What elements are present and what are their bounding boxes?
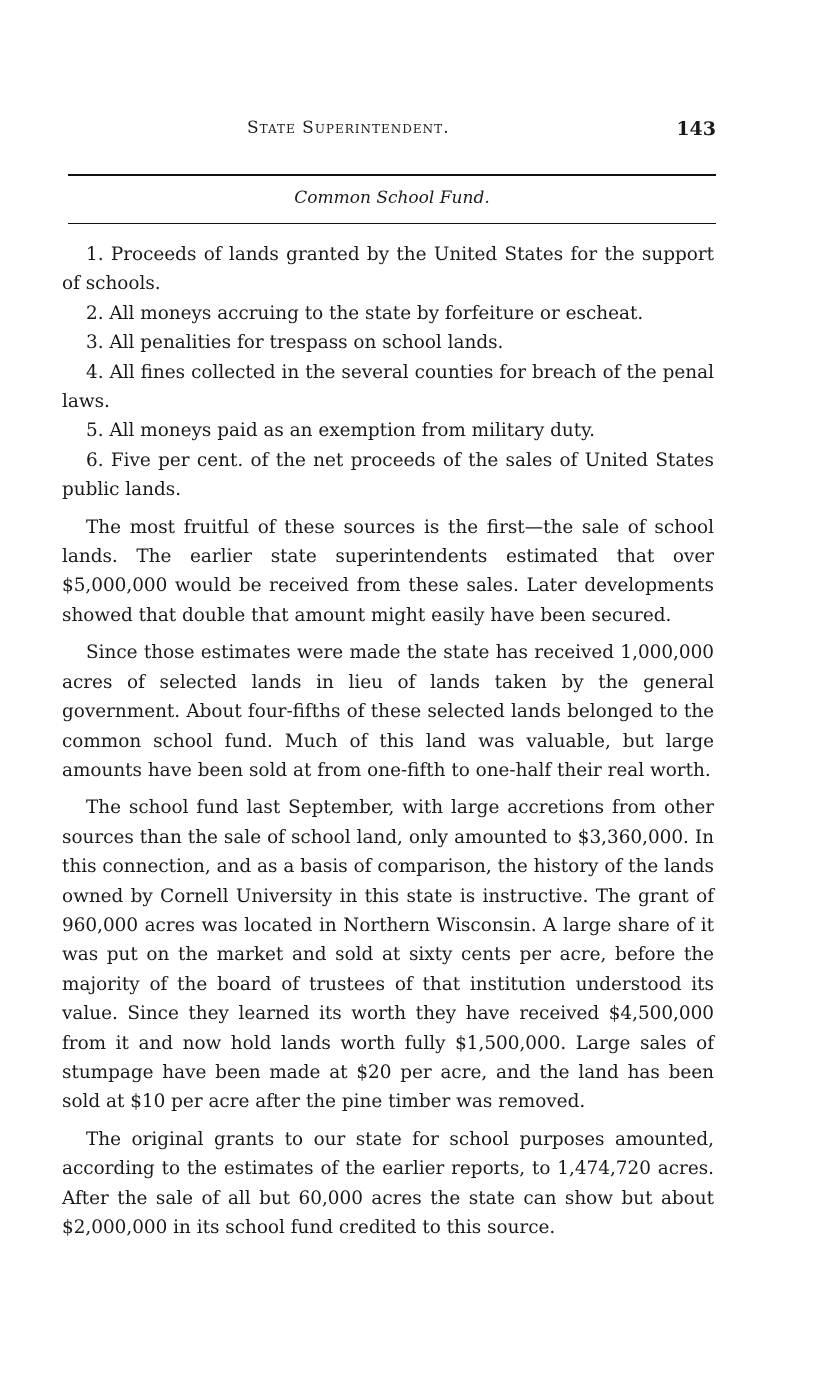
list-item: 6. Five per cent. of the net proceeds of the sales of United States public lands. [62,449,714,501]
paragraph: The school fund last September, with large accretions from other sources than the sale of school land, only amounted to $3,360,000. In this connection, and as a basis of comparison, the history of the lands owned by Cornell University in this state is instructive. The grant of 960,000 acres was located in Northern Wisconsin. A large share of it was put on the market and sold at sixty cents per acre, before the majority of the board of trustees of that institution understood its value. Since they learned its worth they have received $4,500,000 from it and now hold lands worth fully $1,500,000. Large sales of stumpage have been made at $20 per acre, and the land has been sold at $10 per acre after the pine timber was removed. [62,797,714,1113]
paragraph: The most fruitful of these sources is the first—the sale of school lands. The earlier state superintendents estimated that over $5,000,000 would be received from these sales. Later developments showed that double that amount might easily have been secured. [62,516,714,626]
list-item: 3. All penalities for trespass on school lands. [86,332,504,354]
section-rule [68,223,716,224]
header-rule [68,174,716,176]
page-number: 143 [676,118,716,140]
list-item: 1. Proceeds of lands granted by the United States for the support of schools. [62,244,714,295]
paragraph: Since those estimates were made the state has received 1,000,000 acres of selected lands in lieu of lands taken by the general government. About four-fifths of these selected lands belonged to the common school fund. Much of this land was valuable, but large amounts have been sold at from one-fifth to one-half their real worth. [62,642,714,781]
list-item: 4. All fines collected in the several counties for breach of the penal laws. [62,361,714,413]
list-item: 5. All moneys paid as an exemption from military duty. [86,420,595,442]
body-text [62,240,714,1242]
paragraph: The original grants to our state for school purposes amounted, according to the estimates of the earlier reports, to 1,474,720 acres. After the sale of all but 60,000 acres the state can show but about $2,000,000 in its school fund credited to this source. [62,1128,714,1238]
section-title: Common School Fund. [294,188,490,208]
list-item: 2. All moneys accruing to the state by forfeiture or escheat. [86,302,644,324]
running-head [62,118,716,148]
running-title: State Superintendent. [247,118,450,138]
